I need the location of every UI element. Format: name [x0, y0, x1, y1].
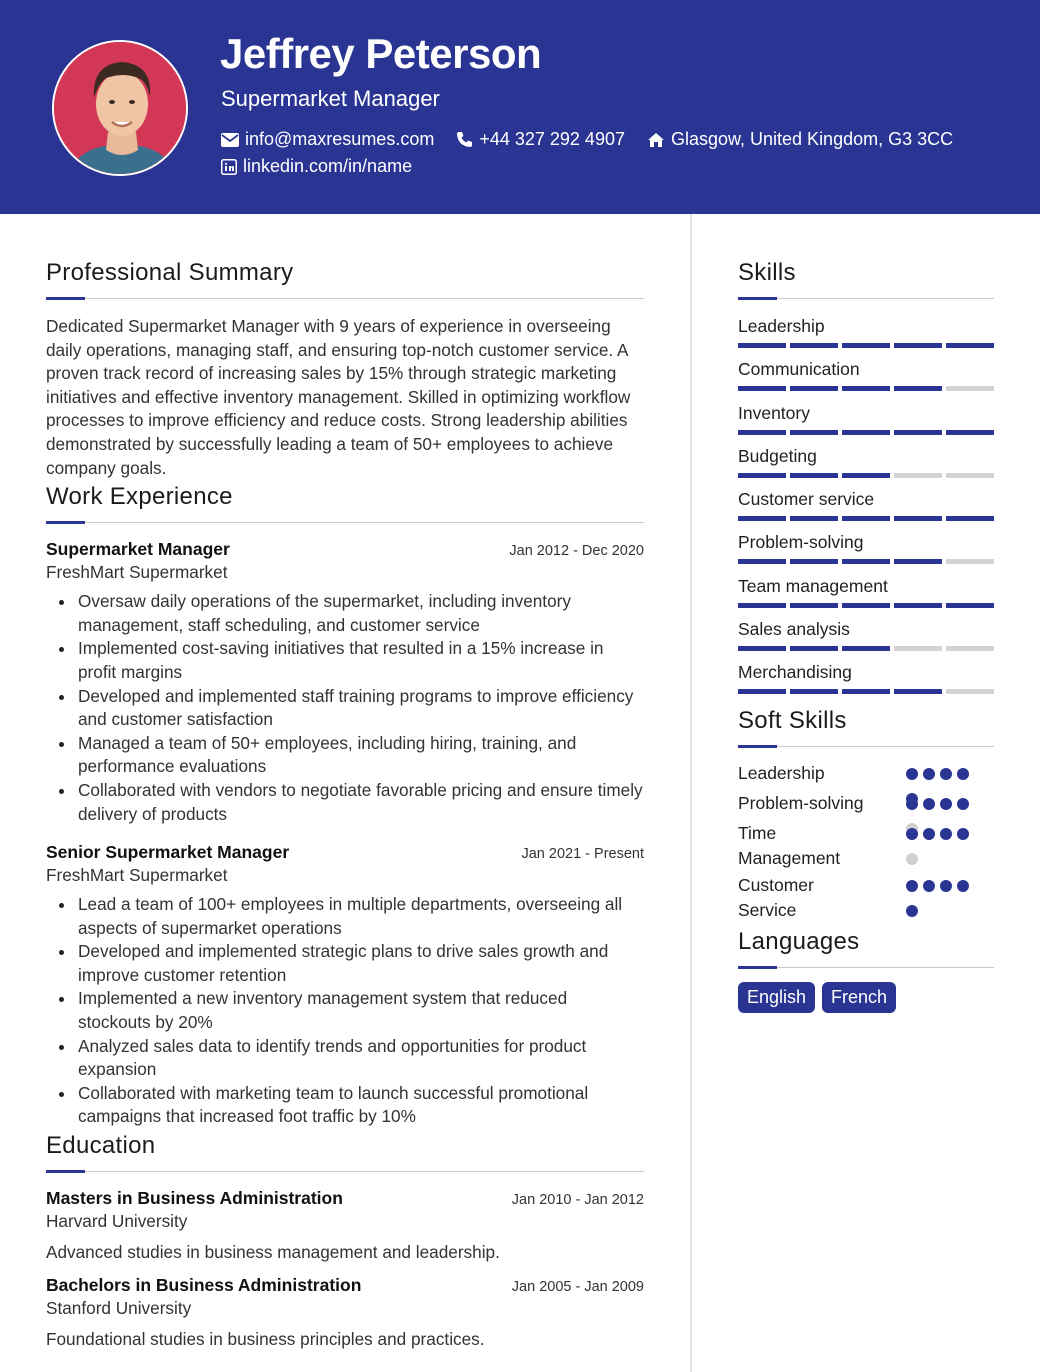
rating-segment: [790, 343, 838, 348]
education-entry: [46, 1188, 644, 1263]
section-title: Education: [46, 1132, 156, 1160]
education-description: Advanced studies in business management and leadership.: [46, 1242, 500, 1263]
rating-segment: [894, 603, 942, 608]
rating-dot: [940, 798, 952, 810]
rating-segment: [842, 430, 890, 435]
experience-section: [46, 482, 644, 1129]
education-entry: [46, 1275, 644, 1350]
rating-segment: [894, 386, 942, 391]
rating-segment: [946, 689, 994, 694]
rating-segment: [946, 343, 994, 348]
rating-dot: [906, 828, 918, 840]
column-divider: [690, 214, 692, 1372]
rating-dot: [906, 905, 918, 917]
list-item: Analyzed sales data to identify trends and opportunities for product expansion: [46, 1035, 644, 1082]
resume-header: [0, 0, 1040, 214]
sidebar-column: [738, 258, 994, 1013]
languages-section: [738, 927, 994, 1013]
rating-segment: [738, 603, 786, 608]
rating-segment: [842, 603, 890, 608]
skill-rating: [738, 473, 998, 478]
skill-item: [738, 619, 994, 662]
rating-segment: [842, 559, 890, 564]
rating-dot: [957, 768, 969, 780]
envelope-icon: [221, 133, 239, 147]
rating-segment: [946, 473, 994, 478]
rating-segment: [946, 646, 994, 651]
language-tags: [738, 982, 994, 1013]
rating-segment: [738, 386, 786, 391]
skills-list: [738, 316, 994, 706]
job-bullets: [46, 590, 644, 826]
skill-rating: [738, 386, 998, 391]
education-section: [46, 1131, 644, 1350]
section-title: Professional Summary: [46, 259, 294, 286]
skill-item: [738, 489, 994, 532]
section-title: Soft Skills: [738, 706, 847, 734]
rating-segment: [946, 516, 994, 521]
rating-segment: [738, 430, 786, 435]
skill-item: [738, 403, 994, 446]
language-tag: English: [738, 982, 815, 1013]
rating-segment: [790, 689, 838, 694]
list-item: Lead a team of 100+ employees in multiple departments, overseeing all aspects of supermarket operations: [46, 893, 644, 940]
rating-dot: [906, 768, 918, 780]
rating-segment: [842, 646, 890, 651]
rating-segment: [842, 343, 890, 348]
section-rule: [46, 1170, 644, 1174]
rating-dot: [923, 880, 935, 892]
degree-title: Bachelors in Business Administration: [46, 1275, 362, 1296]
skill-rating: [738, 559, 998, 564]
rating-segment: [946, 603, 994, 608]
skill-item: [738, 576, 994, 619]
rating-dot: [923, 798, 935, 810]
list-item: Implemented a new inventory management system that reduced stockouts by 20%: [46, 987, 644, 1034]
rating-segment: [842, 473, 890, 478]
rating-dot: [940, 828, 952, 840]
phone-icon: [456, 131, 473, 148]
rating-segment: [738, 343, 786, 348]
section-rule: [738, 966, 994, 970]
job-bullets: [46, 893, 644, 1129]
rating-segment: [790, 559, 838, 564]
location-text: Glasgow, United Kingdom, G3 3CC: [670, 129, 954, 149]
soft-skill-name: Customer Service: [738, 874, 814, 920]
skill-rating: [738, 646, 998, 651]
job-entry: [46, 842, 644, 1129]
soft-skills-section: [738, 706, 994, 925]
soft-skill-rating: [906, 880, 981, 930]
education-dates: Jan 2010 - Jan 2012: [511, 1192, 644, 1209]
soft-skill-item: [738, 873, 994, 925]
rating-dot: [957, 828, 969, 840]
rating-segment: [894, 430, 942, 435]
section-title: Work Experience: [46, 483, 233, 511]
skill-item: [738, 446, 994, 489]
rating-segment: [790, 603, 838, 608]
email-text[interactable]: info@maxresumes.com: [245, 129, 435, 149]
section-rule: [738, 745, 994, 749]
skill-name: Sales analysis: [738, 619, 850, 640]
list-item: Implemented cost-saving initiatives that resulted in a 15% increase in profit margins: [46, 637, 644, 684]
job-entry: [46, 539, 644, 826]
section-title: Languages: [738, 927, 860, 955]
soft-skill-name: Problem-solving: [738, 792, 864, 813]
rating-segment: [946, 386, 994, 391]
skill-name: Problem-solving: [738, 532, 864, 553]
soft-skill-name: Time Management: [738, 822, 841, 868]
contact-linkedin[interactable]: [221, 156, 412, 177]
candidate-title: Supermarket Manager: [221, 86, 440, 111]
soft-skill-item: [738, 821, 994, 873]
skill-name: Customer service: [738, 489, 875, 510]
rating-segment: [894, 646, 942, 651]
linkedin-icon: [221, 159, 237, 175]
degree-title: Masters in Business Administration: [46, 1188, 343, 1209]
rating-segment: [894, 559, 942, 564]
soft-skill-item: [738, 791, 994, 821]
soft-skills-list: [738, 761, 994, 925]
section-rule: [46, 297, 644, 301]
skill-item: [738, 316, 994, 359]
skills-section: [738, 258, 994, 706]
rating-dot: [940, 880, 952, 892]
list-item: Oversaw daily operations of the supermarket, including inventory management, staff scheduling, and customer service: [46, 590, 644, 637]
skill-rating: [738, 343, 998, 348]
rating-segment: [894, 343, 942, 348]
job-dates: Jan 2021 - Present: [521, 846, 644, 863]
rating-dot: [957, 880, 969, 892]
list-item: Collaborated with marketing team to launch successful promotional campaigns that increased foot traffic by 10%: [46, 1082, 644, 1129]
skill-item: [738, 662, 994, 705]
soft-skill-name: Leadership: [738, 762, 825, 783]
skill-name: Team management: [738, 575, 888, 596]
skill-name: Budgeting: [738, 445, 817, 466]
section-title: Skills: [738, 259, 796, 286]
rating-dot: [906, 880, 918, 892]
list-item: Developed and implemented staff training programs to improve efficiency and customer satisfaction: [46, 685, 644, 732]
skill-name: Communication: [738, 359, 860, 380]
list-item: Managed a team of 50+ employees, including hiring, training, and performance evaluations: [46, 732, 644, 779]
contact-location: [647, 129, 953, 150]
education-description: Foundational studies in business principles and practices.: [46, 1329, 485, 1350]
phone-text[interactable]: +44 327 292 4907: [479, 129, 625, 149]
summary-text: Dedicated Supermarket Manager with 9 years of experience in overseeing daily operations, managing staff, and ensuring top-notch customer service. A proven track record of increasing sales by 15% through strategic marketing initiatives and effective inventory management. Skilled in optimizing workflow processes to improve efficiency and reduce costs. Strong leadership abilities demonstrated by successfully leading a team of 50+ employees to achieve company goals.: [46, 316, 631, 478]
rating-segment: [738, 689, 786, 694]
section-rule: [46, 521, 644, 525]
skill-name: Leadership: [738, 316, 825, 336]
rating-segment: [738, 516, 786, 521]
contact-phone[interactable]: [456, 129, 625, 150]
rating-segment: [790, 516, 838, 521]
rating-segment: [738, 646, 786, 651]
list-item: Developed and implemented strategic plans to drive sales growth and improve customer retention: [46, 940, 644, 987]
rating-dot: [957, 798, 969, 810]
skill-rating: [738, 603, 998, 608]
skill-item: [738, 359, 994, 402]
contact-row: [221, 129, 975, 150]
rating-segment: [790, 646, 838, 651]
rating-segment: [738, 559, 786, 564]
job-title: Supermarket Manager: [46, 539, 230, 560]
rating-dot: [923, 828, 935, 840]
summary-section: [46, 258, 644, 480]
rating-dot: [923, 768, 935, 780]
candidate-name: Jeffrey Peterson: [220, 30, 542, 77]
section-rule: [738, 297, 994, 301]
rating-segment: [738, 473, 786, 478]
rating-dot: [940, 768, 952, 780]
list-item: Collaborated with vendors to negotiate favorable pricing and ensure timely delivery of products: [46, 779, 644, 826]
skill-rating: [738, 689, 998, 694]
rating-segment: [790, 430, 838, 435]
soft-skill-item: [738, 761, 994, 791]
main-column: [46, 258, 644, 1350]
rating-segment: [894, 473, 942, 478]
linkedin-text[interactable]: linkedin.com/in/name: [243, 156, 413, 176]
skill-rating: [738, 516, 998, 521]
skill-name: Merchandising: [738, 662, 852, 683]
education-dates: Jan 2005 - Jan 2009: [511, 1279, 644, 1296]
school-name: Stanford University: [46, 1298, 192, 1319]
rating-segment: [842, 386, 890, 391]
rating-segment: [946, 430, 994, 435]
rating-dot: [906, 798, 918, 810]
skill-rating: [738, 430, 998, 435]
skill-item: [738, 532, 994, 575]
skill-name: Inventory: [738, 402, 810, 423]
rating-segment: [946, 559, 994, 564]
language-tag: French: [822, 982, 896, 1013]
rating-segment: [842, 689, 890, 694]
home-icon: [647, 132, 665, 148]
rating-segment: [790, 473, 838, 478]
rating-segment: [894, 516, 942, 521]
job-company: FreshMart Supermarket: [46, 562, 228, 583]
avatar: [52, 40, 188, 176]
school-name: Harvard University: [46, 1211, 188, 1232]
job-title: Senior Supermarket Manager: [46, 842, 290, 863]
contact-email[interactable]: [221, 129, 434, 150]
rating-dot: [906, 853, 918, 865]
job-dates: Jan 2012 - Dec 2020: [509, 543, 644, 560]
rating-segment: [790, 386, 838, 391]
contact-row-2: [221, 156, 434, 177]
job-company: FreshMart Supermarket: [46, 865, 228, 886]
rating-segment: [842, 516, 890, 521]
soft-skill-rating: [906, 828, 981, 878]
rating-segment: [894, 689, 942, 694]
